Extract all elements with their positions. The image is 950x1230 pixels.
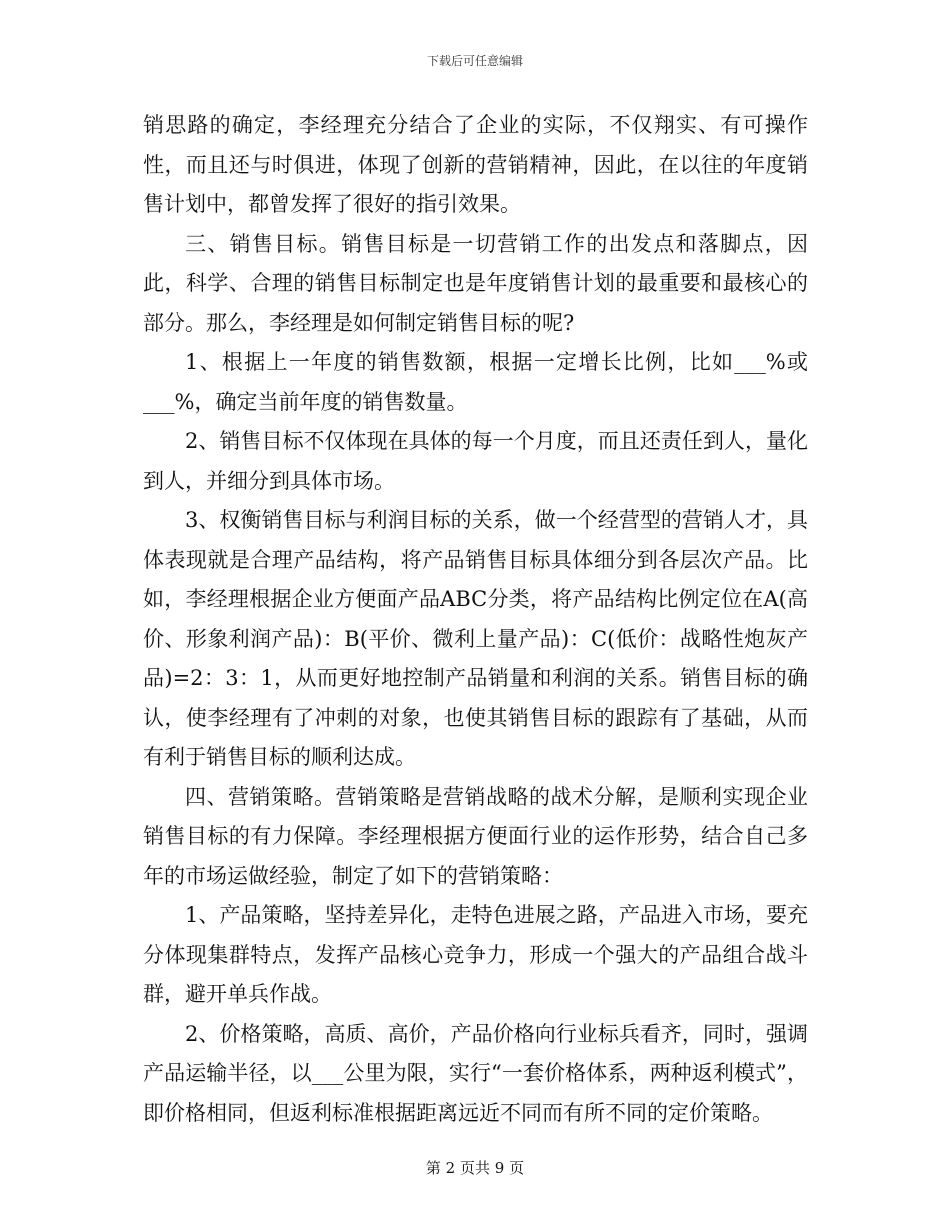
paragraph-target-item-2: 2、销售目标不仅体现在具体的每一个月度，而且还责任到人，量化到人，并细分到具体市场。 — [143, 429, 808, 493]
paragraph-marketing-strategy: 四、营销策略。营销策略是营销战略的战术分解，是顺利实现企业销售目标的有力保障。李经理根据方便面行业的运作形势，结合自己多年的市场运做经验，制定了如下的营销策略： — [143, 784, 808, 888]
paragraph-target-item-1: 1、根据上一年度的销售数额，根据一定增长比例，比如___%或___%，确定当前年度的销售数量。 — [143, 350, 808, 414]
page-header: 下载后可任意编辑 — [426, 54, 523, 68]
paragraph-strategy-item-2: 2、价格策略，高质、高价，产品价格向行业标兵看齐，同时，强调产品运输半径，以___公里为限，实行“一套价格体系，两种返利模式”，即价格相同，但返利标准根据距离远近不同而有所不同的定价策略。 — [143, 1021, 808, 1125]
page-number: 第 2 页共 9 页 — [425, 1159, 525, 1177]
document-body — [143, 106, 808, 1133]
paragraph-strategy-item-1: 1、产品策略，坚持差异化，走特色进展之路，产品进入市场，要充分体现集群特点，发挥产品核心竞争力，形成一个强大的产品组合战斗群，避开单兵作战。 — [143, 903, 808, 1006]
paragraph-target-item-3: 3、权衡销售目标与利润目标的关系，做一个经营型的营销人才，具体表现就是合理产品结构，将产品销售目标具体细分到各层次产品。比如，李经理根据企业方便面产品ABC分类，将产品结构比例定位在A(高价、形象利润产品)：B(平价、微利上量产品)：C(低价：战略性炮灰产品)=2：3：1，从而更好地控制产品销量和利润的关系。销售目标的确认，使李经理有了冲刺的对象，也使其销售目标的跟踪有了基础，从而有利于销售目标的顺利达成。 — [143, 508, 808, 769]
paragraph-continuation: 销思路的确定，李经理充分结合了企业的实际，不仅翔实、有可操作性，而且还与时俱进，体现了创新的营销精神，因此，在以往的年度销售计划中，都曾发挥了很好的指引效果。 — [143, 113, 808, 216]
paragraph-sales-target: 三、销售目标。销售目标是一切营销工作的出发点和落脚点，因此，科学、合理的销售目标制定也是年度销售计划的最重要和最核心的部分。那么，李经理是如何制定销售目标的呢? — [143, 231, 808, 335]
